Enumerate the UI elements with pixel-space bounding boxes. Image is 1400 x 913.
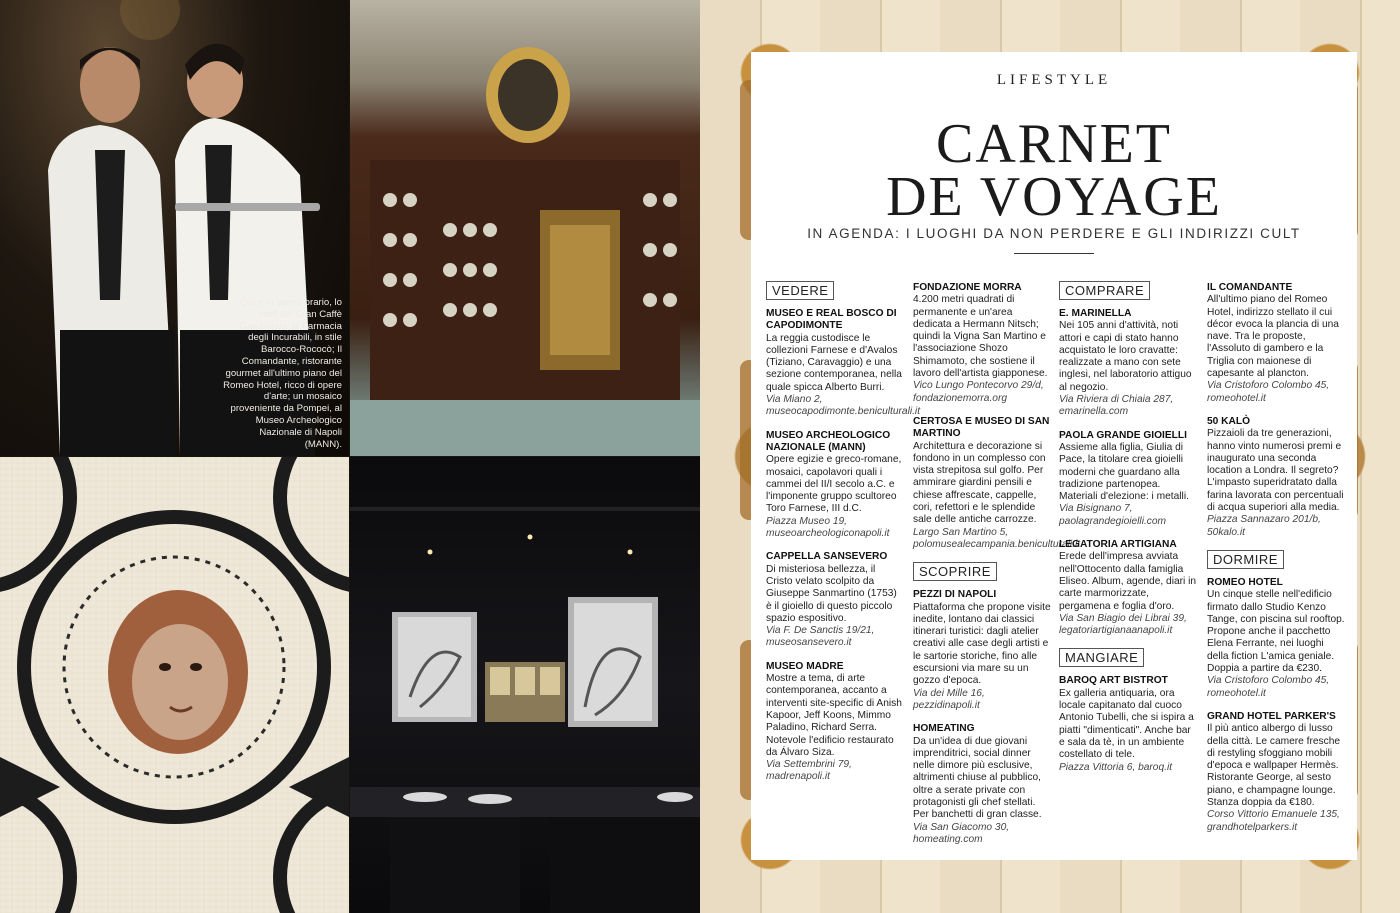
entry-name: BAROQ ART BISTROT xyxy=(1059,675,1168,687)
entry-name: 50 KALÒ xyxy=(1207,415,1251,427)
entry-name: CERTOSA E MUSEO DI SAN MARTINO xyxy=(913,415,1050,440)
column-dormire xyxy=(1207,282,1345,845)
entry-address: Vico Lungo Pontecorvo 29/d, fondazionemorra.org xyxy=(913,380,1044,404)
title-line-2: DE VOYAGE xyxy=(886,166,1222,228)
photo-farmacia-incurabili xyxy=(350,0,700,456)
list-item xyxy=(913,282,1051,405)
title-divider xyxy=(1014,253,1094,254)
entry-address: Via dei Mille 16, pezzidinapoli.it xyxy=(913,687,985,711)
entry-address: Via Settembrini 79, madrenapoli.it xyxy=(766,759,852,783)
category-comprare: COMPRARE xyxy=(1059,281,1150,300)
list-item xyxy=(913,589,1051,712)
entry-description: Erede dell'impresa avviata nell'Ottocento dalla famiglia Eliseo. Album, agende, diari in carte marmorizzate, pergamena e foglia d'oro. xyxy=(1059,551,1197,612)
entry-description: Un cinque stelle nell'edificio firmato dallo Studio Kenzo Tange, con piscina sul rooftop. Propone anche il pacchetto Elena Ferrante, nei luoghi della fiction L'amica geniale. Doppia a partire da €230. xyxy=(1207,589,1345,675)
category-dormire: DORMIRE xyxy=(1207,550,1284,569)
list-item xyxy=(913,723,1051,846)
category-scoprire: SCOPRIRE xyxy=(913,562,997,581)
photo-caption: Qui e in senso orario, lo staff del Gran Caffè Gambrinus; la Farmacia degli Incurabili, in stile Barocco-Rococò; Il Comandante, ristorante gourmet all'ultimo piano del Romeo Hotel, ricco di opere d'arte; un mosaico proveniente da Pompei, al Museo Archeologico Nazionale di Napoli (MANN). xyxy=(223,297,342,450)
entry-name: GRAND HOTEL PARKER'S xyxy=(1207,710,1336,722)
entry-description: Piattaforma che propone visite inedite, lontano dai classici itinerari turistici: dagli atelier creativi alle case degli artisti e le sartorie storiche, fino alle escursioni via mare su un gozzo d'epoca. xyxy=(913,601,1051,687)
photo-il-comandante-restaurant xyxy=(350,457,700,913)
entry-address: Via San Biagio dei Librai 39, legatoriartigianaanapoli.it xyxy=(1059,612,1187,637)
list-item xyxy=(766,551,904,649)
photo-pompei-mosaic xyxy=(0,457,349,913)
entry-name: E. MARINELLA xyxy=(1059,308,1132,319)
entry-address: Via Cristoforo Colombo 45, romeohotel.it xyxy=(1207,675,1330,699)
title-line-1: CARNET xyxy=(936,113,1172,175)
section-tag: LIFESTYLE xyxy=(996,72,1112,88)
column-scoprire xyxy=(913,282,1081,857)
entry-description: Architettura e decorazione si fondono in un complesso con vista strepitosa sul golfo. Per ammirare giardini pensili e chiese affrescate, cappelle, cori, refettori e le splendide sale delle antiche carrozze. xyxy=(913,440,1046,526)
entry-name: FONDAZIONE MORRA xyxy=(913,282,1022,293)
entry-address: Largo San Martino 5, polomusealecampania.beniculturali.it xyxy=(913,526,1081,550)
list-item xyxy=(1059,430,1197,528)
entry-name: ROMEO HOTEL xyxy=(1207,576,1283,588)
entry-address: Via F. De Sanctis 19/21, museosansevero.it xyxy=(766,625,875,649)
entry-address: Via San Giacomo 30, homeating.com xyxy=(913,821,1010,845)
list-item xyxy=(1207,282,1345,405)
entry-description: 4.200 metri quadrati di permanente e un'area dedicata a Hermann Nitsch; quindi la Vigna San Martino e l'associazione Shozo Shimamoto, che sostiene il lavoro dell'artista giapponese. xyxy=(913,294,1048,380)
article-title xyxy=(751,113,1357,228)
category-vedere: VEDERE xyxy=(766,281,834,300)
entry-name: MUSEO MADRE xyxy=(766,660,844,672)
entry-description: Di misteriosa bellezza, il Cristo velato scolpito da Giuseppe Sanmartino (1753) è il gioiello di questo piccolo spazio espositivo. xyxy=(766,563,897,624)
column-vedere xyxy=(766,281,921,795)
category-mangiare: MANGIARE xyxy=(1059,648,1144,667)
article-card xyxy=(751,52,1357,860)
list-item xyxy=(1059,539,1197,637)
entry-name: MUSEO E REAL BOSCO DI CAPODIMONTE xyxy=(766,308,897,332)
entry-description: Da un'idea di due giovani imprenditrici, social dinner nelle dimore più esclusive, altrimenti chiuse al pubblico, oltre a serate private con protagonisti gli chef stellati. Per banchetti di gran classe. xyxy=(913,735,1042,821)
entry-address: Via Bisignano 7, paolagrandegioielli.com xyxy=(1059,503,1167,527)
entry-name: PEZZI DI NAPOLI xyxy=(913,589,997,601)
list-item xyxy=(1207,416,1345,539)
list-item xyxy=(766,430,904,541)
article-subtitle: IN AGENDA: I LUOGHI DA NON PERDERE E GLI INDIRIZZI CULT xyxy=(807,226,1301,241)
entry-name: PAOLA GRANDE GIOIELLI xyxy=(1059,429,1187,441)
entry-description: La reggia custodisce le collezioni Farnese e d'Avalos (Tiziano, Caravaggio) e una sezione contemporanea, nella quale spicca Alberto Burri. xyxy=(766,332,902,393)
entry-description: Opere egizie e greco-romane, mosaici, capolavori quali i cammei del II/I secolo a.C. e l'imponente gruppo scultoreo Toro Farnese, III d.C. xyxy=(766,454,902,515)
list-item xyxy=(913,415,1081,551)
entry-address: Via Riviera di Chiaia 287, emarinella.com xyxy=(1059,394,1174,418)
list-item xyxy=(1059,308,1197,419)
entry-name: MUSEO ARCHEOLOGICO NAZIONALE (MANN) xyxy=(766,429,891,453)
photo-gambrinus-staff xyxy=(0,0,349,456)
entry-description: Mostre a tema, di arte contemporanea, accanto a interventi site-specific di Anish Kapoor, Jeff Koons, Mimmo Paladino, Richard Serra. Notevole l'edificio restaurato da Álvaro Siza. xyxy=(766,673,902,758)
entry-name: CAPPELLA SANSEVERO xyxy=(766,551,888,563)
entry-name: HOMEATING xyxy=(913,723,975,735)
list-item xyxy=(766,308,921,419)
column-comprare xyxy=(1059,281,1197,785)
entry-description: Il più antico albergo di lusso della città. Le camere fresche di restyling sfoggiano mobili d'epoca e wallpaper Hermès. Ristorante George, al sesto piano, e champagne lounge. Stanza doppia da €180. xyxy=(1207,723,1341,808)
entry-description: Nei 105 anni d'attività, noti attori e capi di stato hanno acquistato le loro cravatte: realizzate a mano con sete inglesi, nel laboratorio attiguo al negozio. xyxy=(1059,320,1192,393)
list-item xyxy=(1059,675,1197,773)
entry-address: Piazza Museo 19, museoarcheologiconapoli.it xyxy=(766,515,890,540)
list-item xyxy=(766,661,904,784)
entry-description: All'ultimo piano del Romeo Hotel, indirizzo stellato il cui décor evoca la plancia di una nave. Tra le proposte, l'Assoluto di gambero e la Triglia con maionese di capesante al plancton. xyxy=(1207,294,1339,380)
list-item xyxy=(1207,711,1345,834)
entry-address: Piazza Vittoria 6, baroq.it xyxy=(1059,761,1173,773)
entry-name: LEGATORIA ARTIGIANA xyxy=(1059,539,1177,551)
entry-description: Ex galleria antiquaria, ora locale capitanato dal cuoco Antonio Tubelli, che si ispira a piatti "dimenticati". Anche bar e sala da tè, in un ambiente costellato di tele. xyxy=(1059,687,1194,761)
entry-address: Corso Vittorio Emanuele 135, grandhotelparkers.it xyxy=(1207,809,1340,833)
entry-address: Via Cristoforo Colombo 45, romeohotel.it xyxy=(1207,380,1330,404)
entry-address: Via Miano 2, museocapodimonte.beniculturali.it xyxy=(766,394,921,418)
entry-name: IL COMANDANTE xyxy=(1207,282,1293,293)
entry-description: Pizzaioli da tre generazioni, hanno vinto numerosi premi e inaugurato una seconda location a Londra. Il segreto? L'impasto superidratato dalla farina lavorata con percentuali di acqua superiori alla media. xyxy=(1207,428,1344,514)
entry-address: Piazza Sannazaro 201/b, 50kalo.it xyxy=(1207,514,1321,538)
list-item xyxy=(1207,577,1345,700)
entry-description: Assieme alla figlia, Giulia di Pace, la titolare crea gioielli moderni che guardano alla tradizione partenopea. Materiali d'elezione: i metalli. xyxy=(1059,441,1189,503)
